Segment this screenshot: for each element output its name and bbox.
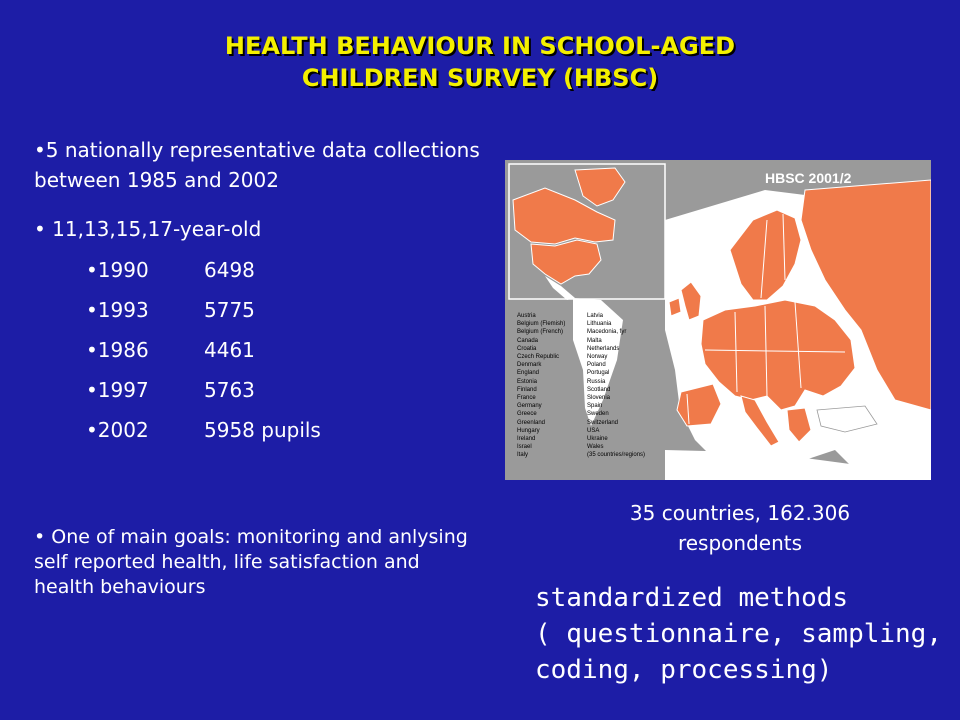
country-item: Canada (517, 337, 539, 344)
country-item: Estonia (517, 378, 538, 385)
year-label: •1993 (86, 298, 149, 322)
year-row (86, 375, 321, 415)
year-count: 5958 pupils (204, 418, 321, 442)
bullet-age-groups: • 11,13,15,17-year-old (34, 217, 262, 241)
country-item: Germany (517, 403, 542, 410)
country-item: Croatia (517, 345, 537, 352)
year-count: 6498 (204, 258, 255, 282)
country-item: France (517, 395, 536, 402)
hbsc-map (505, 160, 931, 480)
country-legend (517, 312, 667, 460)
country-item: Portugal (587, 370, 610, 377)
country-item: Latvia (587, 313, 604, 319)
country-item: Denmark (517, 362, 542, 369)
country-item: Finland (517, 386, 537, 393)
map-title: HBSC 2001/2 (765, 170, 852, 186)
country-item: Czech Republic (517, 354, 560, 361)
year-label: •1997 (86, 378, 149, 402)
country-item: Italy (517, 452, 529, 459)
country-item: Spain (587, 403, 603, 410)
methods-text (535, 580, 955, 688)
year-count: 5775 (204, 298, 255, 322)
caption-line-2: respondents (677, 531, 803, 555)
methods-line-3: coding, processing) (535, 655, 833, 685)
year-count: 4461 (204, 338, 255, 362)
year-row (86, 415, 321, 455)
country-item: Switzerland (587, 419, 619, 426)
caption-line-1: 35 countries, 162.306 (629, 501, 851, 525)
country-item: Ukraine (587, 436, 608, 443)
country-item: Norway (587, 354, 608, 361)
country-item: Slovenia (587, 395, 611, 402)
country-item: Austria (517, 313, 536, 319)
country-item: Russia (587, 378, 606, 385)
country-item: England (517, 370, 540, 377)
country-item: Sweden (587, 411, 609, 418)
year-row (86, 295, 321, 335)
year-list (86, 255, 321, 455)
country-item: Greenland (517, 419, 546, 426)
year-label: •1990 (86, 258, 149, 282)
country-item: Netherlands (587, 345, 620, 352)
country-item: (35 countries/regions) (587, 452, 646, 459)
country-item: Macedonia, fyr (587, 329, 627, 336)
country-item: Belgium (Flemish) (517, 321, 566, 328)
country-item: Hungary (517, 427, 540, 434)
title-line-1: HEALTH BEHAVIOUR IN SCHOOL-AGED (224, 32, 736, 60)
year-row (86, 335, 321, 375)
country-item: Greece (517, 411, 537, 418)
year-label: •2002 (86, 418, 149, 442)
country-item: Poland (587, 362, 606, 369)
methods-line-2: ( questionnaire, sampling, (535, 619, 942, 649)
country-item: Belgium (French) (517, 329, 564, 336)
bullet-data-collections: •5 nationally representative data collections between 1985 and 2002 (34, 138, 480, 192)
year-count: 5763 (204, 378, 255, 402)
country-item: USA (587, 427, 600, 434)
bullet-main-goals: • One of main goals: monitoring and anlysing self reported health, life satisfaction and health behaviours (34, 526, 468, 598)
year-row (86, 255, 321, 295)
country-item: Wales (587, 444, 604, 451)
country-item: Israel (517, 444, 532, 451)
title-line-2: CHILDREN SURVEY (HBSC) (301, 64, 659, 92)
country-item: Scotland (587, 386, 611, 393)
country-item: Malta (587, 337, 602, 344)
map-caption (560, 498, 920, 558)
slide-title (0, 30, 960, 94)
year-label: •1986 (86, 338, 149, 362)
country-item: Lithuania (587, 321, 612, 328)
methods-line-1: standardized methods (535, 583, 849, 613)
country-item: Ireland (517, 436, 536, 443)
